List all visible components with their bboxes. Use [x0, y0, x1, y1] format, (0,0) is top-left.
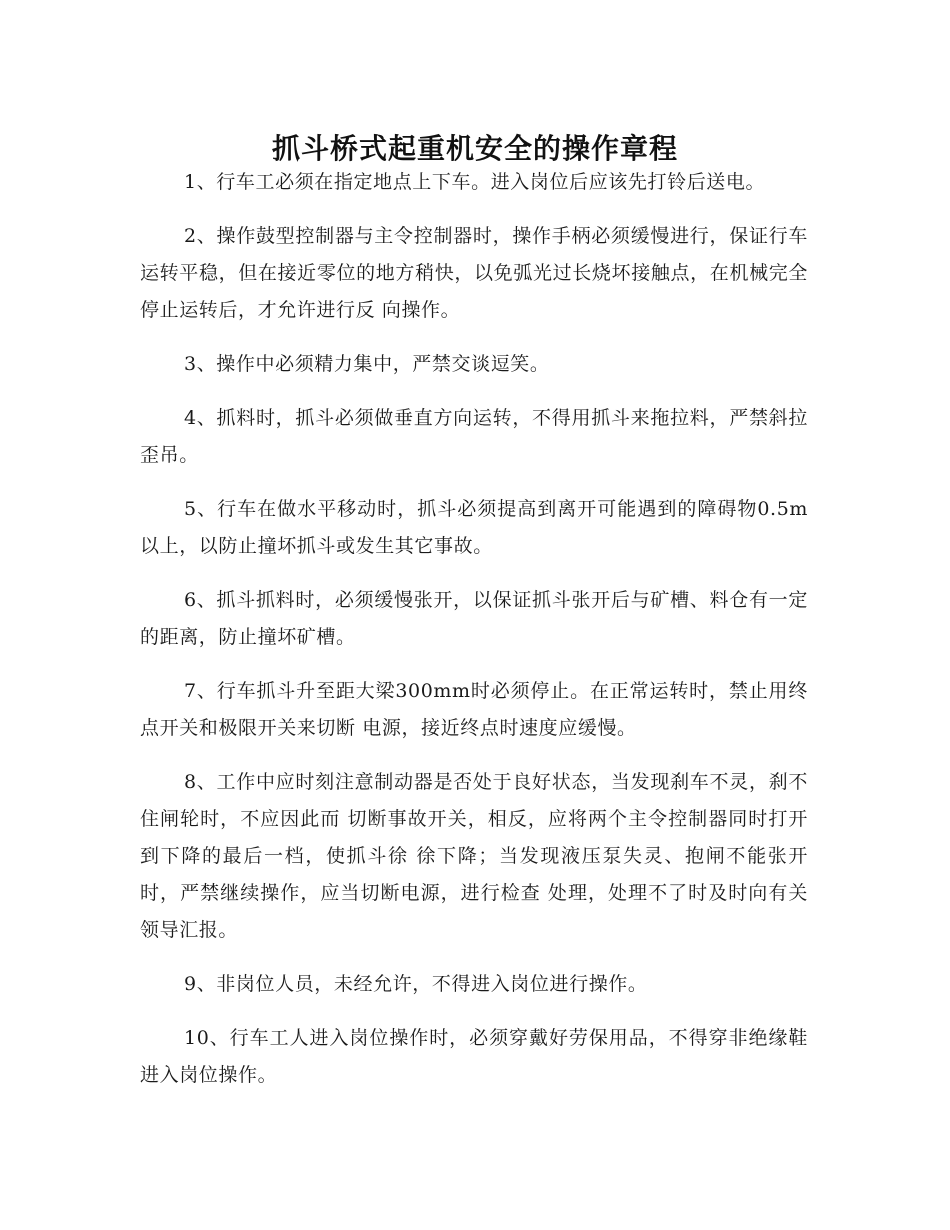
rule-paragraph-9: 9、非岗位人员，未经允许，不得进入岗位进行操作。: [184, 973, 648, 995]
rule-paragraph-10: 10、行车工人进入岗位操作时，必须穿戴好劳保用品，不得穿非绝缘鞋进入岗位操作。: [140, 1027, 808, 1086]
rule-paragraph-2: 2、操作鼓型控制器与主令控制器时，操作手柄必须缓慢进行，保证行车运转平稳，但在接近零位的地方稍快，以免弧光过长烧坏接触点，在机械完全停止运转后，才允许进行反 向操作。: [140, 225, 808, 321]
document-title: 抓斗桥式起重机安全的操作章程: [271, 131, 678, 165]
rule-paragraph-3: 3、操作中必须精力集中，严禁交谈逗笑。: [184, 353, 550, 375]
rule-paragraph-6: 6、抓斗抓料时，必须缓慢张开，以保证抓斗张开后与矿槽、料仓有一定的距离，防止撞坏矿槽。: [140, 589, 808, 648]
document-body: [140, 164, 808, 1111]
rule-paragraph-5: 5、行车在做水平移动时，抓斗必须提高到离开可能遇到的障碍物0.5m以上，以防止撞坏抓斗或发生其它事故。: [140, 498, 808, 557]
rule-paragraph-4: 4、抓料时，抓斗必须做垂直方向运转，不得用抓斗来拖拉料，严禁斜拉歪吊。: [140, 407, 808, 466]
rule-paragraph-8: 8、工作中应时刻注意制动器是否处于良好状态，当发现刹车不灵，刹不住闸轮时，不应因此而 切断事故开关，相反，应将两个主令控制器同时打开到下降的最后一档，使抓斗徐 徐下降；当发现液压泵失灵、抱闸不能张开时，严禁继续操作，应当切断电源，进行检查 处理，处理不了时及时向有关领导汇报。: [140, 771, 808, 941]
rule-paragraph-1: 1、行车工必须在指定地点上下车。进入岗位后应该先打铃后送电。: [184, 171, 766, 193]
rule-paragraph-7: 7、行车抓斗升至距大梁300mm时必须停止。在正常运转时，禁止用终点开关和极限开关来切断 电源，接近终点时速度应缓慢。: [140, 680, 808, 739]
